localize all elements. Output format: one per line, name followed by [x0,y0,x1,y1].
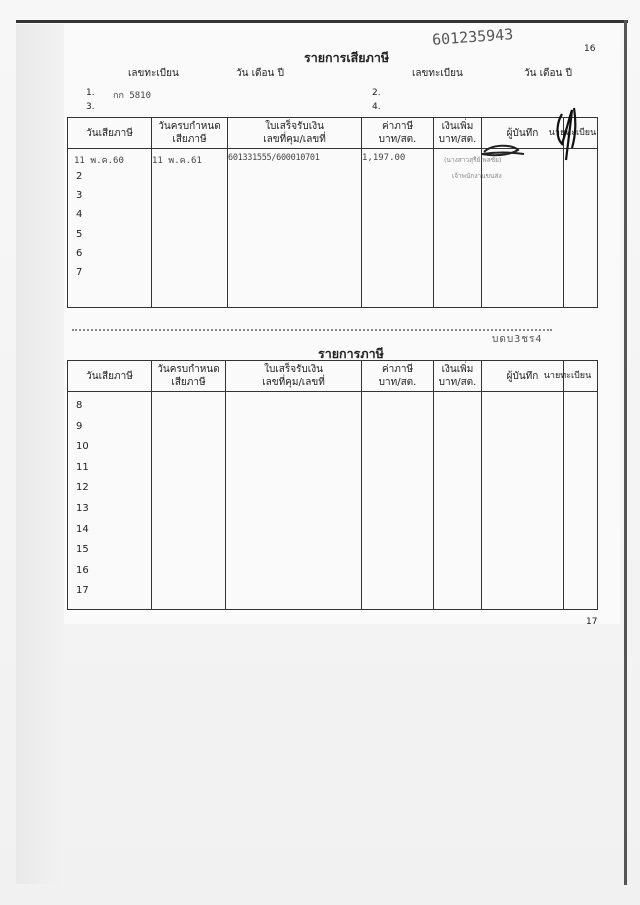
row-number-7: 7 [76,267,83,279]
t2-tax-amount-cell [362,392,434,610]
left-reg-label: เลขทะเบียน [128,68,179,79]
reg-line-1-num: 1. [86,88,95,98]
page-top-border [16,20,628,23]
tax-list-table [67,360,598,610]
row-number-12: 12 [76,482,89,494]
page-right-border [624,20,627,885]
due-date-cell [152,149,228,308]
cut-number: บดบ3ชร4 [492,334,543,345]
row-number-14: 14 [76,523,89,535]
row-number-8: 8 [76,400,83,411]
left-date-label: วัน เดือน ปี [236,68,284,79]
section1-title: รายการเสียภาษี [304,50,390,65]
row-number-16: 16 [76,564,89,576]
row-number-9: 9 [76,420,83,432]
reg-line-1-value: กก 5810 [113,91,151,101]
perforation-line [72,329,552,331]
stamp-line-1: (นางสาวสุรีย์ พลชัย) [444,156,502,164]
section2-title: รายการภาษี [318,346,384,361]
receipt-cell [228,149,362,308]
row-number-5: 5 [76,228,83,240]
row-number-2: 2 [76,171,83,182]
scan-left-strip [16,24,64,884]
t2-tax-date-cell [68,392,152,610]
row-number-6: 6 [76,247,83,259]
header-registrar-label: นายทะเบียน [548,127,597,138]
t2-header-tax-amount: ค่าภาษี บาท/สต. [362,361,434,392]
tax-amount-cell [362,149,434,308]
reg-line-3-num: 3. [86,102,95,112]
t2-header-registrar [543,361,598,392]
reg-line-4-num: 4. [372,102,381,112]
t2-header-due-date: วันครบกำหนด เสียภาษี [152,361,226,392]
tax-date-cell [68,149,152,308]
reg-line-2-num: 2. [372,88,381,98]
row-number-3: 3 [76,190,83,202]
row-number-17: 17 [76,585,89,597]
header-surcharge: เงินเพิ่ม บาท/สต. [434,118,482,149]
recorder-signature [478,142,528,164]
t2-registrar-cell [564,392,598,610]
row1-receipt: 601331555/600010701 [228,153,320,163]
t2-surcharge-cell [434,392,482,610]
row-number-10: 10 [76,441,89,453]
t2-header-recorder: ผู้บันทึก [482,361,564,392]
right-date-label: วัน เดือน ปี [524,68,572,79]
header-receipt: ใบเสร็จรับเงิน เลขที่คุม/เลขที่ [228,118,362,149]
registrar-cell [564,149,598,308]
header-tax-date: วันเสียภาษี [68,118,152,149]
row-number-15: 15 [76,544,89,556]
stamp-line-2: เจ้าพนักงานขนส่ง [452,172,502,180]
t2-header-receipt: ใบเสร็จรับเงิน เลขที่คุม/เลขที่ [226,361,362,392]
header-recorder: ผู้บันทึก [482,118,564,149]
t2-receipt-cell [226,392,362,610]
row1-due: 11 พ.ค.61 [152,156,202,166]
t2-header-tax-date: วันเสียภาษี [68,361,152,392]
t2-header-registrar-label: นายทะเบียน [543,370,592,381]
registrar-signature [552,104,588,164]
handwritten-number: 601235943 [431,25,514,49]
row-number-13: 13 [76,502,89,514]
right-reg-label: เลขทะเบียน [412,68,463,79]
row-number-4: 4 [76,209,83,221]
page-number-top: 16 [584,44,596,54]
t2-header-surcharge: เงินเพิ่ม บาท/สต. [434,361,482,392]
page-number-bottom: 17 [586,617,598,627]
row1-date: 11 พ.ค.60 [74,156,124,166]
row1-tax: 1,197.00 [362,153,406,163]
header-due-date: วันครบกำหนด เสียภาษี [152,118,228,149]
row-number-11: 11 [76,461,89,473]
header-tax-amount: ค่าภาษี บาท/สต. [362,118,434,149]
t2-recorder-cell [482,392,564,610]
t2-due-date-cell [152,392,226,610]
